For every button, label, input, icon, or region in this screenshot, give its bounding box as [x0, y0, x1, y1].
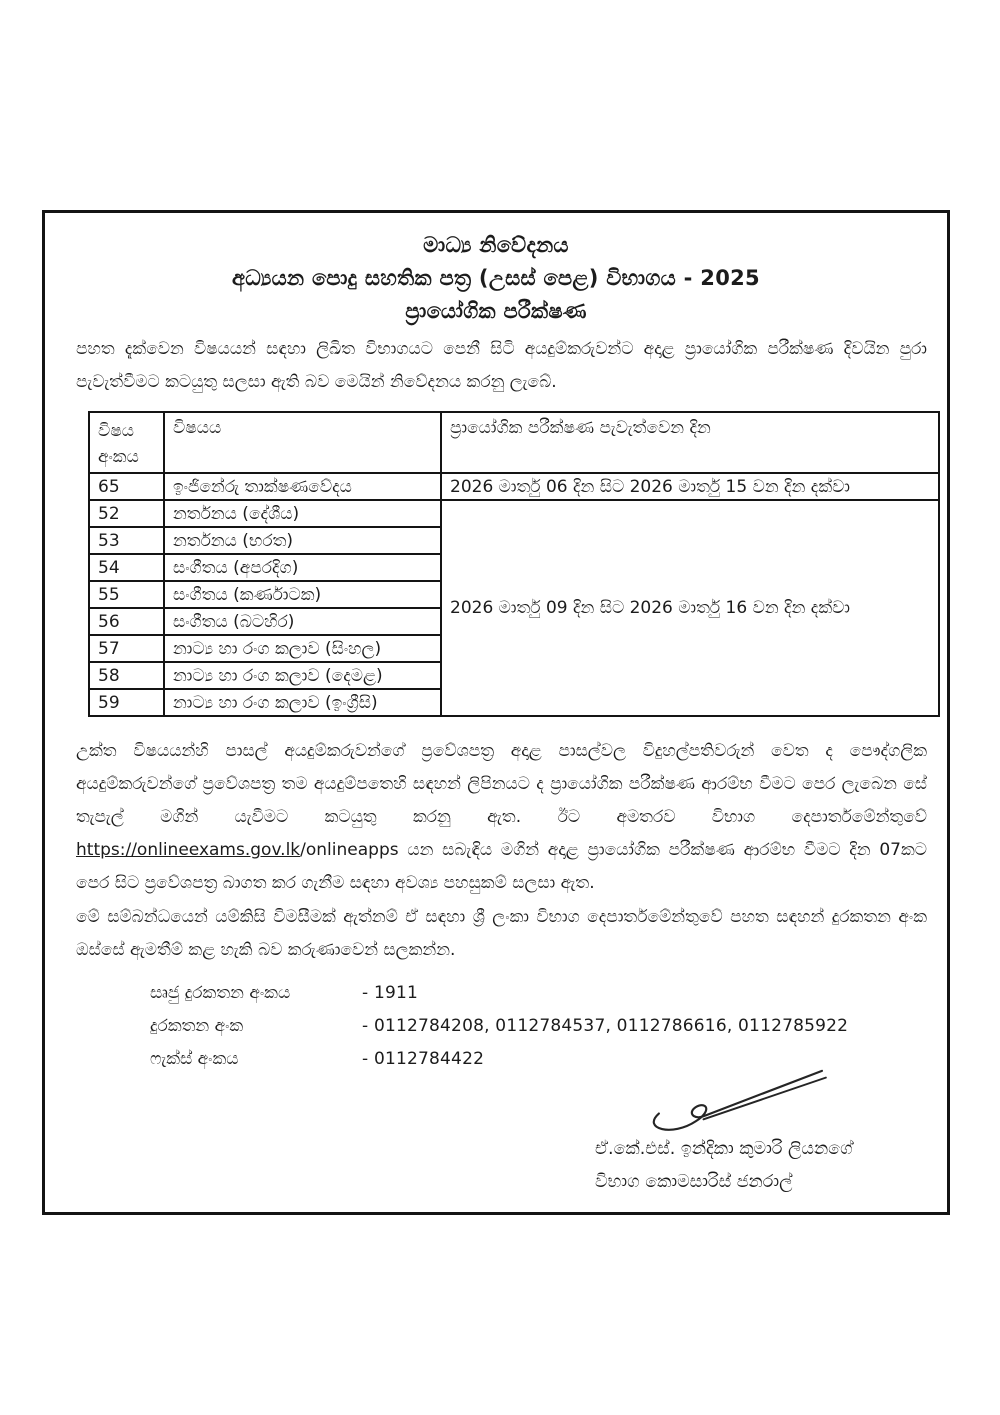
- intro-paragraph: පහත දැක්වෙන විෂයයන් සඳහා ලිඛිත විභාගයට පෙනී සිටි අයදුම්කරුවන්ට අදාළ ප්‍රායෝගික පරීක්ෂණ දිවයින පුරා පැවැත්වීමට කටයුතු සලසා ඇති බව මෙයින් නිවේදනය කරනු ලැබේ.: [76, 339, 927, 392]
- hotline-label: සෘජු දුරකතන අංකය: [150, 983, 291, 1003]
- subject-name: නර්තනය (භරත): [164, 527, 441, 554]
- subject-number: 58: [89, 662, 164, 689]
- contact-row-hotline: [150, 977, 848, 1010]
- subject-name: නාට්‍ය හා රංග කලාව (ඉංග්‍රීසි): [164, 689, 441, 716]
- subject-name: නාට්‍ය හා රංග කලාව (සිංහල): [164, 635, 441, 662]
- subject-name: නාට්‍ය හා රංග කලාව (දෙමළ): [164, 662, 441, 689]
- fax-label: ෆැක්ස් අංකය: [150, 1049, 239, 1069]
- telephone-numbers: - 0112784208, 0112784537, 0112786616, 0112785922: [362, 1016, 849, 1036]
- hotline-number: - 1911: [362, 983, 419, 1003]
- subject-name: සංගීතය (බටහිර): [164, 608, 441, 635]
- telephones-label: දුරකතන අංක: [150, 1016, 244, 1036]
- notice-title-exam-name: අධ්‍යයන පොදු සහතික පත්‍ර (උසස් පෙළ) විභාගය - 2025: [232, 266, 760, 290]
- subject-number: 65: [89, 473, 164, 500]
- subject-name: ඉංජිනේරු තාක්ෂණවේදය: [164, 473, 441, 500]
- fax-number: - 0112784422: [362, 1049, 485, 1069]
- signatory-title: විභාග කොමසාරිස් ජනරාල්: [595, 1172, 793, 1192]
- para2-link-suffix: /onlineapps: [300, 840, 399, 860]
- signatory-name: ඒ.කේ.එස්. ඉන්දිකා කුමාරි ලියනගේ: [595, 1139, 853, 1159]
- header-subject-number: විෂය අංකය: [89, 412, 164, 473]
- header-subject: විෂයය: [164, 412, 441, 473]
- subject-number: 53: [89, 527, 164, 554]
- table-row: [89, 500, 939, 527]
- signature-block: [595, 1065, 935, 1199]
- subject-name: සංගීතය (අපරදිග): [164, 554, 441, 581]
- subject-name: සංගීතය (කර්ණාටක): [164, 581, 441, 608]
- online-exams-link[interactable]: https://onlineexams.gov.lk: [76, 840, 301, 860]
- para2-text-after-link: යන සබැඳිය මගින් අදාළ ප්‍රායෝගික පරීක්ෂණ ආරම්භ වීමට දින 07කට පෙර සිට ප්‍රවේශපත්‍ර බාගත කර ගැනීම සඳහා අවශ්‍ය පහසුකම් සලසා ඇත.: [76, 840, 927, 893]
- contact-numbers-block: [150, 977, 848, 1076]
- admission-cards-paragraph: [76, 735, 927, 900]
- inquiries-paragraph: මේ සම්බන්ධයෙන් යම්කිසි විමසීමක් ඇත්නම් ඒ සඳහා ශ්‍රී ලංකා විභාග දෙපාර්තමේන්තුවේ පහත සඳහන් දුරකතන අංක ඔස්සේ ඇමතීම් කළ හැකි බව කරුණාවෙන් සලකන්න.: [76, 907, 927, 960]
- contact-row-telephones: [150, 1010, 848, 1043]
- notice-title-practical-tests: ප්‍රායෝගික පරීක්ෂණ: [405, 299, 587, 323]
- practical-exam-schedule-table: [88, 411, 940, 717]
- handwritten-signature-icon: [645, 1065, 830, 1131]
- practical-date-range: 2026 මාර්තු 06 දින සිට 2026 මාර්තු 15 වන දින දක්වා: [441, 473, 939, 500]
- notice-border-box: [42, 210, 950, 1215]
- notice-header: [45, 229, 947, 328]
- practical-date-range-merged: 2026 මාර්තු 09 දින සිට 2026 මාර්තු 16 වන දින දක්වා: [441, 500, 939, 716]
- table-header-row: [89, 412, 939, 473]
- subject-name: නර්තනය (දේශීය): [164, 500, 441, 527]
- para2-text-before-link: උක්ත විෂයයන්හි පාසල් අයදුම්කරුවන්ගේ ප්‍රවේශපත්‍ර අදාළ පාසල්වල විදුහල්පතිවරුන් වෙත ද පෞද්ගලික අයදුම්කරුවන්ගේ ප්‍රවේශපත්‍ර තම අයදුම්පතෙහි සඳහන් ලිපිනයට ද ප්‍රායෝගික පරීක්ෂණ ආරම්භ වීමට පෙර ලැබෙන සේ තැපැල් මගින් යැවීමට කටයුතු කරනු ඇත. ඊට අමතරව විභාග දෙපාර්තමේන්තුවේ: [76, 741, 927, 827]
- notice-title-media-release: මාධ්‍ය නිවේදනය: [423, 233, 569, 257]
- subject-number: 52: [89, 500, 164, 527]
- subject-number: 57: [89, 635, 164, 662]
- subject-number: 56: [89, 608, 164, 635]
- header-practical-dates: ප්‍රායෝගික පරීක්ෂණ පැවැත්වෙන දින: [441, 412, 939, 473]
- subject-number: 55: [89, 581, 164, 608]
- subject-number: 54: [89, 554, 164, 581]
- subject-number: 59: [89, 689, 164, 716]
- table-row: [89, 473, 939, 500]
